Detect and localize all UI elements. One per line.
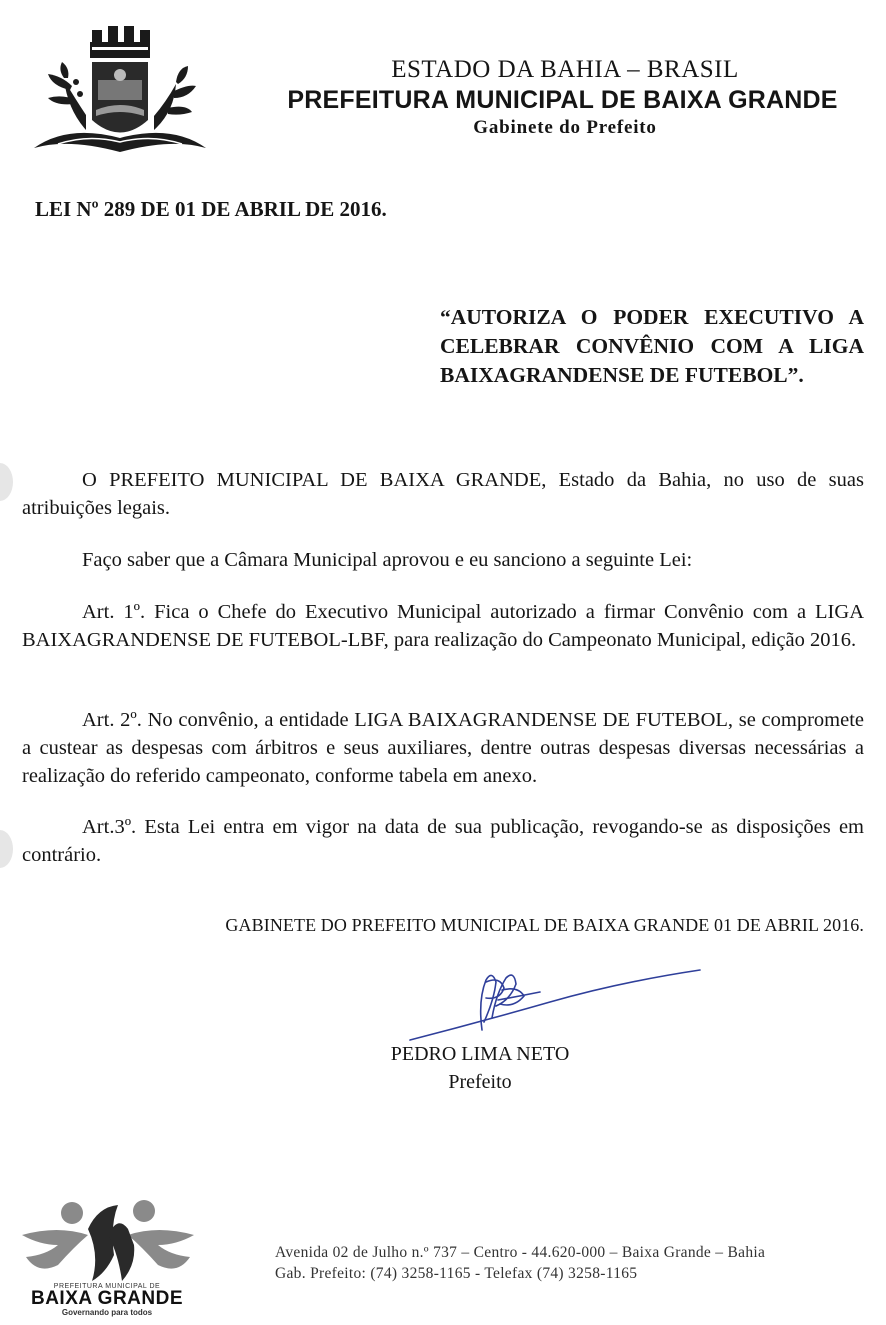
right-plant-icon — [154, 66, 196, 130]
brand-name: BAIXA GRANDE — [30, 1288, 184, 1309]
article-3-paragraph: Art.3º. Esta Lei entra em vigor na data de sua publicação, revogando-se as disposições em contrário. — [22, 816, 864, 866]
signatory-role: Prefeito — [448, 1071, 512, 1093]
enactment-paragraph: Faço saber que a Câmara Municipal aprovou e eu sanciono a seguinte Lei: — [82, 549, 693, 571]
law-ementa: “AUTORIZA O PODER EXECUTIVO A CELEBRAR CONVÊNIO COM A LIGA BAIXAGRANDENSE DE FUTEBOL”. — [440, 305, 864, 387]
brand-slogan: Governando para todos — [61, 1308, 153, 1317]
left-plant-icon — [48, 62, 86, 130]
signatory-name: PEDRO LIMA NETO — [390, 1043, 570, 1065]
preamble-paragraph: O PREFEITO MUNICIPAL DE BAIXA GRANDE, Estado da Bahia, no uso de suas atribuições legais. — [22, 469, 864, 519]
article-1-paragraph: Art. 1º. Fica o Chefe do Executivo Municipal autorizado a firmar Convênio com a LIGA BAIXAGRANDENSE DE FUTEBOL-LBF, para realização do Campeonato Municipal, edição 2016. — [22, 601, 864, 651]
crown-icon — [90, 26, 150, 58]
brand-prefix: PREFEITURA MUNICIPAL DE — [53, 1283, 161, 1290]
header-state: ESTADO DA BAHIA – BRASIL — [391, 56, 739, 83]
footer-phones: Gab. Prefeito: (74) 3258-1165 - Telefax (74) 3258-1165 — [275, 1265, 638, 1282]
header-office: Gabinete do Prefeito — [473, 117, 657, 138]
footer-address: Avenida 02 de Julho n.º 737 – Centro - 44.620-000 – Baixa Grande – Bahia — [275, 1244, 766, 1261]
law-title: LEI Nº 289 DE 01 DE ABRIL DE 2016. — [35, 197, 387, 221]
handwritten-signature — [400, 960, 710, 1050]
baixa-grande-brand-icon — [18, 1195, 198, 1287]
closing-line: GABINETE DO PREFEITO MUNICIPAL DE BAIXA GRANDE 01 DE ABRIL 2016. — [225, 915, 864, 935]
footer-brand — [14, 1283, 200, 1317]
punch-hole-bottom — [0, 830, 13, 868]
punch-hole-top — [0, 463, 13, 501]
coat-of-arms-logo — [28, 20, 213, 160]
header-municipality: PREFEITURA MUNICIPAL DE BAIXA GRANDE — [287, 86, 838, 114]
article-2-paragraph: Art. 2º. No convênio, a entidade LIGA BAIXAGRANDENSE DE FUTEBOL, se compromete a custear as despesas com árbitros e seus auxiliares, dentre outras despesas diversas necessárias a realização do referido campeonato, conforme tabela em anexo. — [22, 709, 864, 787]
